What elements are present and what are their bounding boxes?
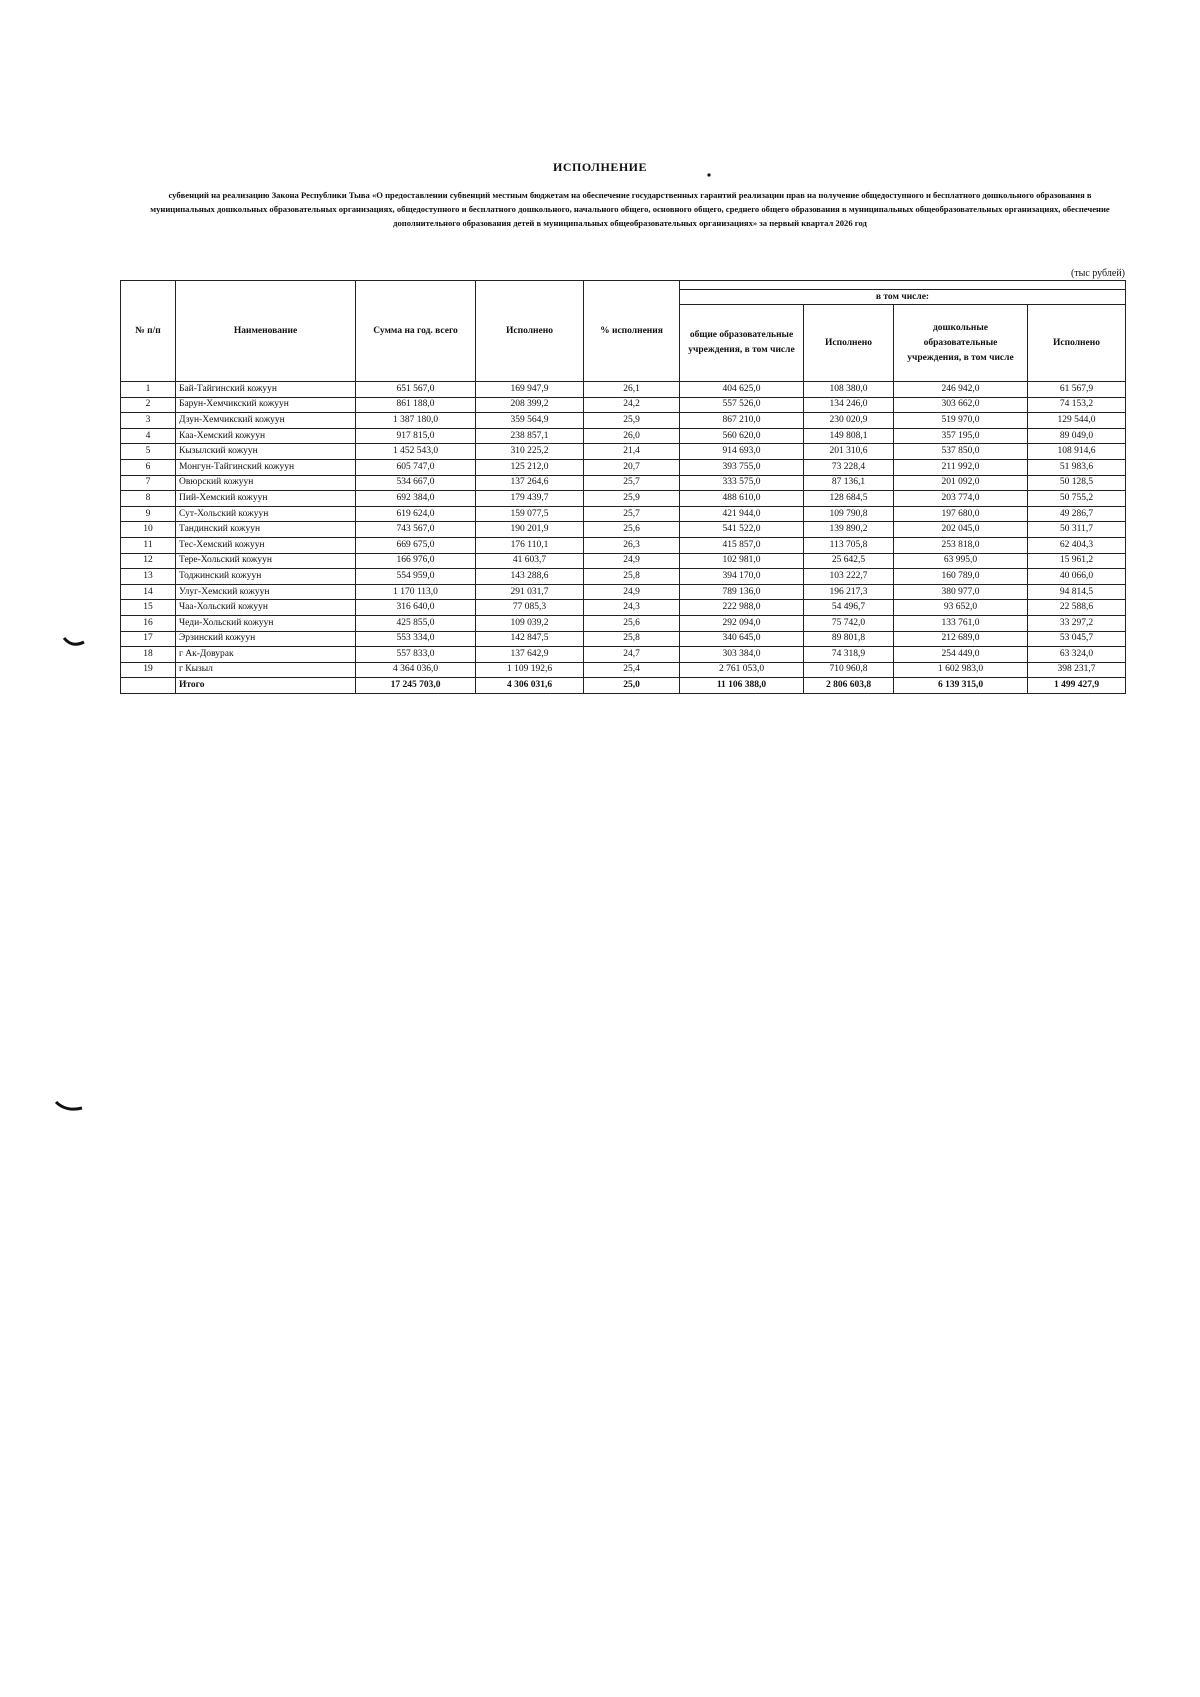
cell-row-num: 9 bbox=[121, 506, 176, 522]
cell-row-name: Тандинский кожуун bbox=[176, 522, 356, 538]
cell-executed: 77 085,3 bbox=[476, 600, 584, 616]
cell-executed: 137 642,9 bbox=[476, 647, 584, 663]
cell-row-name: Тес-Хемский кожуун bbox=[176, 537, 356, 553]
cell-row-name: Овюрский кожуун bbox=[176, 475, 356, 491]
cell-general-edu: 333 575,0 bbox=[680, 475, 804, 491]
cell-general-executed: 196 217,3 bbox=[804, 584, 894, 600]
total-general-executed: 2 806 603,8 bbox=[804, 678, 894, 694]
cell-general-executed: 89 801,8 bbox=[804, 631, 894, 647]
cell-preschool-executed: 50 755,2 bbox=[1028, 491, 1126, 507]
table-row bbox=[121, 475, 1126, 491]
cell-general-edu: 789 136,0 bbox=[680, 584, 804, 600]
cell-percent: 24,9 bbox=[584, 553, 680, 569]
cell-preschool-executed: 15 961,2 bbox=[1028, 553, 1126, 569]
cell-preschool-executed: 108 914,6 bbox=[1028, 444, 1126, 460]
cell-annual-total: 1 387 180,0 bbox=[356, 413, 476, 429]
cell-preschool-edu: 203 774,0 bbox=[894, 491, 1028, 507]
cell-row-name: Бай-Тайгинский кожуун bbox=[176, 382, 356, 398]
cell-percent: 25,9 bbox=[584, 491, 680, 507]
cell-preschool-executed: 74 153,2 bbox=[1028, 397, 1126, 413]
header-general-executed: Исполнено bbox=[804, 305, 894, 382]
total-percent: 25,0 bbox=[584, 678, 680, 694]
cell-general-executed: 134 246,0 bbox=[804, 397, 894, 413]
header-general-edu: общие образовательные учреждения, в том числе bbox=[680, 305, 804, 382]
cell-general-executed: 139 890,2 bbox=[804, 522, 894, 538]
cell-annual-total: 861 188,0 bbox=[356, 397, 476, 413]
total-row-name: Итого bbox=[176, 678, 356, 694]
header-group: в том числе: bbox=[680, 290, 1126, 305]
cell-percent: 25,7 bbox=[584, 506, 680, 522]
cell-preschool-edu: 357 195,0 bbox=[894, 428, 1028, 444]
cell-row-name: Тоджинский кожуун bbox=[176, 569, 356, 585]
units-label: (тыс рублей) bbox=[1070, 268, 1125, 279]
cell-percent: 21,4 bbox=[584, 444, 680, 460]
cell-row-num: 18 bbox=[121, 647, 176, 663]
cell-percent: 24,7 bbox=[584, 647, 680, 663]
cell-preschool-executed: 398 231,7 bbox=[1028, 662, 1126, 678]
cell-row-name: Чеди-Хольский кожуун bbox=[176, 615, 356, 631]
cell-general-executed: 109 790,8 bbox=[804, 506, 894, 522]
cell-general-edu: 222 988,0 bbox=[680, 600, 804, 616]
table-row bbox=[121, 662, 1126, 678]
cell-preschool-executed: 51 983,6 bbox=[1028, 459, 1126, 475]
execution-table bbox=[120, 280, 1126, 694]
cell-general-executed: 108 380,0 bbox=[804, 382, 894, 398]
cell-general-executed: 75 742,0 bbox=[804, 615, 894, 631]
header-num: № п/п bbox=[121, 281, 176, 382]
cell-percent: 25,7 bbox=[584, 475, 680, 491]
cell-general-executed: 87 136,1 bbox=[804, 475, 894, 491]
table-body bbox=[121, 382, 1126, 694]
cell-general-edu: 393 755,0 bbox=[680, 459, 804, 475]
cell-general-edu: 557 526,0 bbox=[680, 397, 804, 413]
cell-row-num: 16 bbox=[121, 615, 176, 631]
cell-preschool-executed: 62 404,3 bbox=[1028, 537, 1126, 553]
cell-general-edu: 488 610,0 bbox=[680, 491, 804, 507]
cell-row-name: Монгун-Тайгинский кожуун bbox=[176, 459, 356, 475]
cell-preschool-edu: 1 602 983,0 bbox=[894, 662, 1028, 678]
total-row bbox=[121, 678, 1126, 694]
cell-preschool-edu: 197 680,0 bbox=[894, 506, 1028, 522]
cell-row-num: 8 bbox=[121, 491, 176, 507]
cell-general-executed: 201 310,6 bbox=[804, 444, 894, 460]
cell-annual-total: 554 959,0 bbox=[356, 569, 476, 585]
cell-general-edu: 421 944,0 bbox=[680, 506, 804, 522]
cell-annual-total: 917 815,0 bbox=[356, 428, 476, 444]
total-preschool-executed: 1 499 427,9 bbox=[1028, 678, 1126, 694]
cell-preschool-edu: 133 761,0 bbox=[894, 615, 1028, 631]
table-row bbox=[121, 459, 1126, 475]
total-executed: 4 306 031,6 bbox=[476, 678, 584, 694]
cell-preschool-executed: 94 814,5 bbox=[1028, 584, 1126, 600]
cell-executed: 1 109 192,6 bbox=[476, 662, 584, 678]
cell-preschool-executed: 63 324,0 bbox=[1028, 647, 1126, 663]
table-row bbox=[121, 553, 1126, 569]
header-annual-total: Сумма на год. всего bbox=[356, 281, 476, 382]
cell-row-name: г Кызыл bbox=[176, 662, 356, 678]
table-row bbox=[121, 600, 1126, 616]
cell-general-edu: 2 761 053,0 bbox=[680, 662, 804, 678]
cell-executed: 41 603,7 bbox=[476, 553, 584, 569]
cell-executed: 190 201,9 bbox=[476, 522, 584, 538]
cell-general-edu: 394 170,0 bbox=[680, 569, 804, 585]
table-row bbox=[121, 506, 1126, 522]
cell-preschool-executed: 50 128,5 bbox=[1028, 475, 1126, 491]
cell-percent: 20,7 bbox=[584, 459, 680, 475]
cell-preschool-executed: 89 049,0 bbox=[1028, 428, 1126, 444]
cell-preschool-edu: 202 045,0 bbox=[894, 522, 1028, 538]
cell-preschool-edu: 93 652,0 bbox=[894, 600, 1028, 616]
document-title: ИСПОЛНЕНИЕ bbox=[552, 160, 648, 174]
cell-percent: 26,0 bbox=[584, 428, 680, 444]
cell-preschool-edu: 201 092,0 bbox=[894, 475, 1028, 491]
cell-preschool-executed: 129 544,0 bbox=[1028, 413, 1126, 429]
cell-general-executed: 73 228,4 bbox=[804, 459, 894, 475]
cell-percent: 25,9 bbox=[584, 413, 680, 429]
cell-row-name: Кызылский кожуун bbox=[176, 444, 356, 460]
cell-general-edu: 867 210,0 bbox=[680, 413, 804, 429]
cell-general-edu: 541 522,0 bbox=[680, 522, 804, 538]
cell-row-num: 4 bbox=[121, 428, 176, 444]
cell-row-num: 15 bbox=[121, 600, 176, 616]
cell-percent: 24,2 bbox=[584, 397, 680, 413]
document-subtitle: субвенций на реализацию Закона Республики Тыва «О предоставлении субвенций местным бюджетам на обеспечение государственных гарантий реализации прав на получение общедоступного и бесплатного дошкольного образования в муниципальных дошкольных образовательных организациях, общедоступного и бесплатного дошкольного, начального общего, основного общего, среднего общего образования в муниципальных общеобразовательных организациях, обеспечение дополнительного образования детей в муниципальных общеобразовательных организациях» за первый квартал 2026 год bbox=[150, 190, 1110, 228]
cell-executed: 291 031,7 bbox=[476, 584, 584, 600]
cell-annual-total: 669 675,0 bbox=[356, 537, 476, 553]
cell-percent: 24,3 bbox=[584, 600, 680, 616]
cell-general-executed: 149 808,1 bbox=[804, 428, 894, 444]
table-row bbox=[121, 413, 1126, 429]
cell-general-edu: 340 645,0 bbox=[680, 631, 804, 647]
table-row bbox=[121, 584, 1126, 600]
total-preschool-edu: 6 139 315,0 bbox=[894, 678, 1028, 694]
cell-preschool-executed: 40 066,0 bbox=[1028, 569, 1126, 585]
cell-annual-total: 692 384,0 bbox=[356, 491, 476, 507]
header-preschool-executed: Исполнено bbox=[1028, 305, 1126, 382]
cell-preschool-executed: 61 567,9 bbox=[1028, 382, 1126, 398]
cell-general-executed: 113 705,8 bbox=[804, 537, 894, 553]
header-name: Наименование bbox=[176, 281, 356, 382]
cell-row-num: 17 bbox=[121, 631, 176, 647]
cell-percent: 25,6 bbox=[584, 615, 680, 631]
cell-preschool-edu: 211 992,0 bbox=[894, 459, 1028, 475]
cell-row-name: г Ак-Довурак bbox=[176, 647, 356, 663]
cell-preschool-edu: 253 818,0 bbox=[894, 537, 1028, 553]
header-preschool-edu: дошкольные образовательные учреждения, в том числе bbox=[894, 305, 1028, 382]
table-row bbox=[121, 615, 1126, 631]
cell-annual-total: 743 567,0 bbox=[356, 522, 476, 538]
cell-percent: 25,4 bbox=[584, 662, 680, 678]
cell-general-executed: 230 020,9 bbox=[804, 413, 894, 429]
cell-preschool-executed: 49 286,7 bbox=[1028, 506, 1126, 522]
cell-executed: 142 847,5 bbox=[476, 631, 584, 647]
cell-row-num: 6 bbox=[121, 459, 176, 475]
cell-percent: 26,3 bbox=[584, 537, 680, 553]
cell-annual-total: 1 170 113,0 bbox=[356, 584, 476, 600]
cell-row-name: Пий-Хемский кожуун bbox=[176, 491, 356, 507]
table-row bbox=[121, 647, 1126, 663]
cell-annual-total: 651 567,0 bbox=[356, 382, 476, 398]
cell-executed: 176 110,1 bbox=[476, 537, 584, 553]
cell-preschool-edu: 519 970,0 bbox=[894, 413, 1028, 429]
cell-row-name: Каа-Хемский кожуун bbox=[176, 428, 356, 444]
cell-row-name: Барун-Хемчикский кожуун bbox=[176, 397, 356, 413]
cell-general-executed: 54 496,7 bbox=[804, 600, 894, 616]
cell-percent: 25,6 bbox=[584, 522, 680, 538]
table-row bbox=[121, 631, 1126, 647]
header-executed: Исполнено bbox=[476, 281, 584, 382]
cell-general-executed: 128 684,5 bbox=[804, 491, 894, 507]
scan-dot-mark bbox=[706, 172, 712, 178]
cell-row-name: Тере-Хольский кожуун bbox=[176, 553, 356, 569]
cell-executed: 208 399,2 bbox=[476, 397, 584, 413]
cell-annual-total: 605 747,0 bbox=[356, 459, 476, 475]
cell-annual-total: 316 640,0 bbox=[356, 600, 476, 616]
cell-general-executed: 103 222,7 bbox=[804, 569, 894, 585]
cell-annual-total: 553 334,0 bbox=[356, 631, 476, 647]
cell-row-num: 5 bbox=[121, 444, 176, 460]
cell-executed: 143 288,6 bbox=[476, 569, 584, 585]
table-row bbox=[121, 382, 1126, 398]
cell-executed: 159 077,5 bbox=[476, 506, 584, 522]
total-annual-total: 17 245 703,0 bbox=[356, 678, 476, 694]
cell-row-name: Улуг-Хемский кожуун bbox=[176, 584, 356, 600]
table-row bbox=[121, 569, 1126, 585]
cell-general-edu: 292 094,0 bbox=[680, 615, 804, 631]
cell-annual-total: 557 833,0 bbox=[356, 647, 476, 663]
cell-preschool-edu: 246 942,0 bbox=[894, 382, 1028, 398]
cell-general-edu: 560 620,0 bbox=[680, 428, 804, 444]
cell-annual-total: 4 364 036,0 bbox=[356, 662, 476, 678]
cell-row-num: 7 bbox=[121, 475, 176, 491]
cell-annual-total: 619 624,0 bbox=[356, 506, 476, 522]
total-row-num bbox=[121, 678, 176, 694]
cell-general-executed: 74 318,9 bbox=[804, 647, 894, 663]
total-general-edu: 11 106 388,0 bbox=[680, 678, 804, 694]
cell-row-name: Чаа-Хольский кожуун bbox=[176, 600, 356, 616]
table-row bbox=[121, 444, 1126, 460]
cell-row-num: 11 bbox=[121, 537, 176, 553]
cell-annual-total: 425 855,0 bbox=[356, 615, 476, 631]
cell-preschool-edu: 303 662,0 bbox=[894, 397, 1028, 413]
cell-row-num: 2 bbox=[121, 397, 176, 413]
scan-hole-mark bbox=[54, 1100, 84, 1114]
cell-general-edu: 914 693,0 bbox=[680, 444, 804, 460]
cell-preschool-edu: 160 789,0 bbox=[894, 569, 1028, 585]
cell-preschool-edu: 212 689,0 bbox=[894, 631, 1028, 647]
cell-row-num: 19 bbox=[121, 662, 176, 678]
cell-executed: 179 439,7 bbox=[476, 491, 584, 507]
cell-percent: 25,8 bbox=[584, 631, 680, 647]
cell-preschool-executed: 53 045,7 bbox=[1028, 631, 1126, 647]
table-row bbox=[121, 491, 1126, 507]
cell-executed: 238 857,1 bbox=[476, 428, 584, 444]
cell-row-num: 3 bbox=[121, 413, 176, 429]
cell-row-num: 14 bbox=[121, 584, 176, 600]
cell-executed: 359 564,9 bbox=[476, 413, 584, 429]
cell-preschool-executed: 33 297,2 bbox=[1028, 615, 1126, 631]
cell-row-num: 12 bbox=[121, 553, 176, 569]
cell-percent: 26,1 bbox=[584, 382, 680, 398]
table-row bbox=[121, 537, 1126, 553]
cell-general-edu: 404 625,0 bbox=[680, 382, 804, 398]
cell-row-num: 10 bbox=[121, 522, 176, 538]
cell-executed: 137 264,6 bbox=[476, 475, 584, 491]
cell-preschool-edu: 537 850,0 bbox=[894, 444, 1028, 460]
cell-executed: 109 039,2 bbox=[476, 615, 584, 631]
cell-general-executed: 710 960,8 bbox=[804, 662, 894, 678]
table-row bbox=[121, 428, 1126, 444]
cell-preschool-executed: 22 588,6 bbox=[1028, 600, 1126, 616]
cell-preschool-edu: 63 995,0 bbox=[894, 553, 1028, 569]
cell-preschool-edu: 380 977,0 bbox=[894, 584, 1028, 600]
cell-preschool-edu: 254 449,0 bbox=[894, 647, 1028, 663]
cell-row-name: Дзун-Хемчикский кожуун bbox=[176, 413, 356, 429]
cell-preschool-executed: 50 311,7 bbox=[1028, 522, 1126, 538]
cell-annual-total: 1 452 543,0 bbox=[356, 444, 476, 460]
cell-general-executed: 25 642,5 bbox=[804, 553, 894, 569]
cell-executed: 310 225,2 bbox=[476, 444, 584, 460]
table-row bbox=[121, 397, 1126, 413]
cell-row-name: Сут-Хольский кожуун bbox=[176, 506, 356, 522]
scan-hole-mark bbox=[62, 636, 86, 650]
cell-executed: 125 212,0 bbox=[476, 459, 584, 475]
cell-percent: 24,9 bbox=[584, 584, 680, 600]
cell-general-edu: 102 981,0 bbox=[680, 553, 804, 569]
cell-executed: 169 947,9 bbox=[476, 382, 584, 398]
cell-row-num: 13 bbox=[121, 569, 176, 585]
cell-general-edu: 303 384,0 bbox=[680, 647, 804, 663]
cell-annual-total: 534 667,0 bbox=[356, 475, 476, 491]
cell-row-num: 1 bbox=[121, 382, 176, 398]
table-row bbox=[121, 522, 1126, 538]
cell-general-edu: 415 857,0 bbox=[680, 537, 804, 553]
cell-row-name: Эрзинский кожуун bbox=[176, 631, 356, 647]
cell-annual-total: 166 976,0 bbox=[356, 553, 476, 569]
header-percent: % исполнения bbox=[584, 281, 680, 382]
cell-percent: 25,8 bbox=[584, 569, 680, 585]
